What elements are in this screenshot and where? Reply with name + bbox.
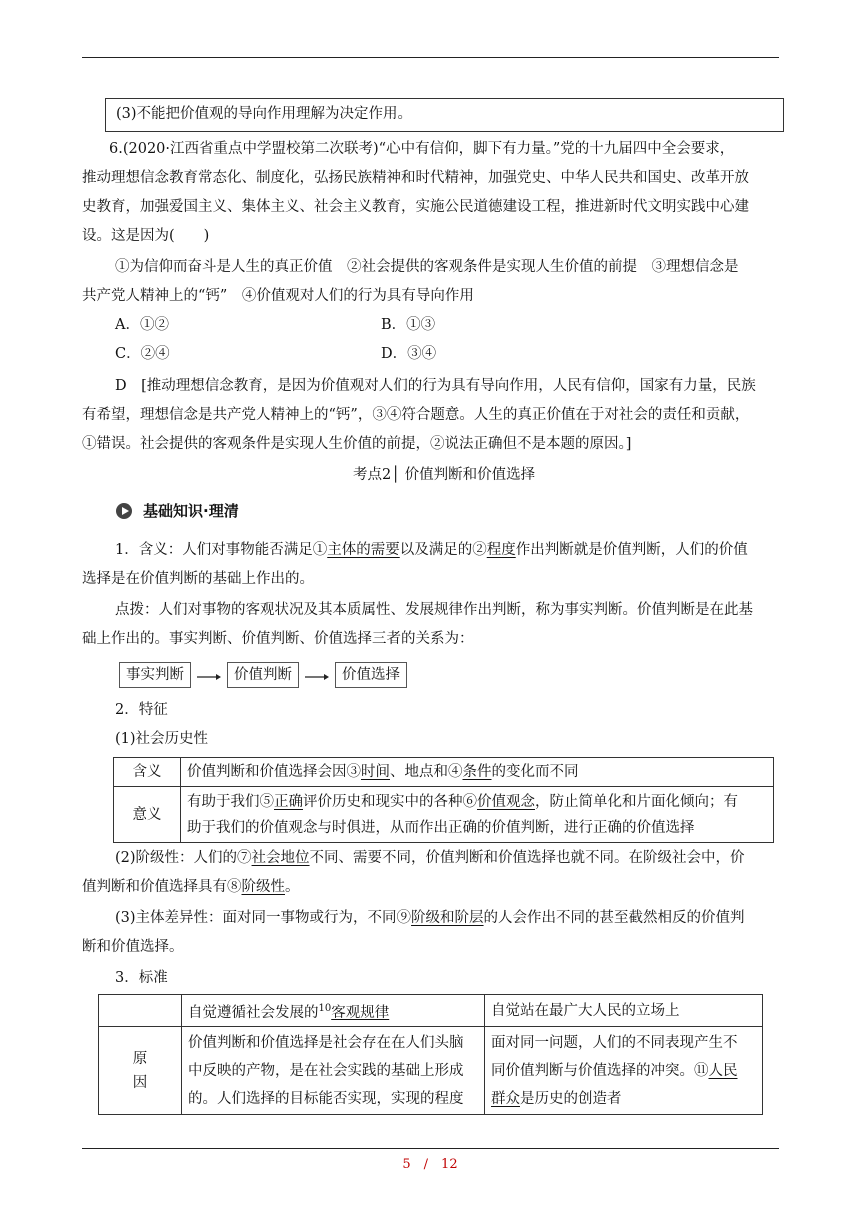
standard-table bbox=[98, 994, 763, 1115]
table-row bbox=[114, 758, 774, 787]
p1-text-c: 作出判断就是价值判断，人们的价值 bbox=[515, 542, 748, 558]
table-cell: 原 因 bbox=[99, 1027, 182, 1115]
blank-9: 阶级和阶层 bbox=[411, 910, 484, 926]
standard-heading: 3．标准 bbox=[115, 970, 168, 986]
blank-1: 主体的需要 bbox=[327, 542, 400, 558]
option-d: D．③④ bbox=[381, 346, 437, 362]
q6-statement-1: ①为信仰而奋斗是人生的真正价值 ②社会提供的客观条件是实现人生价值的前提 ③理想信念是 bbox=[115, 259, 739, 275]
social-history-table bbox=[113, 757, 774, 843]
table-cell: 自觉站在最广大人民的立场上 bbox=[485, 995, 763, 1027]
tip-line-2: 础上作出的。事实判断、价值判断、价值选择三者的关系为： bbox=[82, 631, 474, 647]
flow-box-2: 价值判断 bbox=[227, 662, 299, 688]
p1-text-a: 1．含义：人们对事物能否满足① bbox=[115, 542, 328, 558]
table-row bbox=[114, 787, 774, 843]
table-cell: 自觉遵循社会发展的$^{10}$客观规律 bbox=[182, 995, 485, 1027]
blank-3: 时间 bbox=[361, 764, 390, 780]
table-row bbox=[99, 995, 763, 1027]
p1-line-2: 选择是在价值判断的基础上作出的。 bbox=[82, 571, 314, 587]
table-cell bbox=[99, 995, 182, 1027]
table-cell: 含义 bbox=[114, 758, 181, 787]
relation-flow bbox=[119, 662, 407, 688]
table-cell: 意义 bbox=[114, 787, 181, 843]
blank-10: 客观规律 bbox=[331, 1004, 390, 1021]
p1-line-1 bbox=[115, 540, 748, 560]
table-row bbox=[99, 1027, 763, 1115]
feature-1-heading: (1)社会历史性 bbox=[115, 731, 209, 747]
answer-line-1: D [推动理想信念教育，是因为价值观对人们的行为具有导向作用，人民有信仰，国家有力量，民族 bbox=[115, 378, 756, 394]
arrow-right-icon bbox=[304, 669, 330, 681]
page-number: 5 / 12 bbox=[402, 1157, 458, 1172]
play-circle-icon bbox=[115, 501, 135, 521]
q6-statement-2: 共产党人精神上的“钙” ④价值观对人们的行为具有导向作用 bbox=[82, 288, 474, 304]
answer-line-2: 有希望，理想信念是共产党人精神上的“钙”，③④符合题意。人生的真正价值在于对社会的责任和贡献， bbox=[82, 407, 750, 423]
p1-text-b: 以及满足的② bbox=[399, 542, 487, 558]
tip-line-1: 点拨：人们对事物的客观状况及其本质属性、发展规律作出判断，称为事实判断。价值判断是在此基 bbox=[115, 602, 753, 618]
table-cell: 价值判断和价值选择是社会存在在人们头脑 中反映的产物，是在社会实践的基础上形成 的。人们选择的目标能否实现，实现的程度 bbox=[182, 1027, 485, 1115]
q6-line-2: 推动理想信念教育常态化、制度化，弘扬民族精神和时代精神，加强党史、中华人民共和国史、改革开放 bbox=[82, 170, 749, 186]
option-a: A．①② bbox=[115, 317, 169, 333]
blank-11: 人民 bbox=[708, 1062, 738, 1079]
header-rule bbox=[82, 57, 779, 58]
footer-rule bbox=[82, 1148, 779, 1149]
option-b: B．①③ bbox=[381, 317, 436, 333]
p3-line-2: 断和价值选择。 bbox=[82, 939, 184, 955]
arrow-right-icon bbox=[196, 669, 222, 681]
q6-line-1: 6.(2020·江西省重点中学盟校第二次联考)“心中有信仰，脚下有力量。”党的十九届四中全会要求， bbox=[109, 141, 735, 157]
table-cell: 有助于我们⑤正确评价历史和现实中的各种⑥价值观念，防止简单化和片面化倾向；有 助于我们的价值观念与时俱进，从而作出正确的价值判断，进行正确的价值选择 bbox=[181, 787, 774, 843]
table-cell: 面对同一问题，人们的不同表现产生不 同价值判断与价值选择的冲突。⑪人民 群众是历史的创造者 bbox=[485, 1027, 763, 1115]
option-c: C．②④ bbox=[115, 346, 170, 362]
answer-line-3: ①错误。社会提供的客观条件是实现人生价值的前提，②说法正确但不是本题的原因。] bbox=[82, 436, 632, 452]
q6-line-4: 设。这是因为( ) bbox=[82, 228, 210, 244]
flow-box-3: 价值选择 bbox=[335, 662, 407, 688]
blank-5: 正确 bbox=[274, 793, 303, 810]
feature-heading: 2．特征 bbox=[115, 702, 168, 718]
table-cell: 价值判断和价值选择会因③时间、地点和④条件的变化而不同 bbox=[181, 758, 774, 787]
blank-7: 社会地位 bbox=[251, 850, 310, 866]
p3-line-1: (3)主体差异性：面对同一事物或行为，不同⑨阶级和阶层的人会作出不同的甚至截然相反的价值判 bbox=[115, 910, 745, 926]
p2-line-1: (2)阶级性：人们的⑦社会地位不同、需要不同，价值判断和价值选择也就不同。在阶级社会中，价 bbox=[115, 850, 745, 866]
note-text: (3)不能把价值观的导向作用理解为决定作用。 bbox=[116, 106, 413, 122]
flow-box-1: 事实判断 bbox=[119, 662, 191, 688]
blank-4: 条件 bbox=[462, 764, 492, 780]
kaodian-heading: 考点2│ 价值判断和价值选择 bbox=[353, 467, 536, 483]
blank-6: 价值观念 bbox=[477, 793, 535, 810]
section-title bbox=[115, 500, 239, 521]
section-title-text: 基础知识·理清 bbox=[143, 502, 239, 520]
blank-2: 程度 bbox=[486, 542, 516, 558]
blank-8: 阶级性 bbox=[241, 879, 285, 895]
q6-line-3: 史教育，加强爱国主义、集体主义、社会主义教育，实施公民道德建设工程，推进新时代文明实践中心建 bbox=[82, 199, 749, 215]
p2-line-2: 值判断和价值选择具有⑧阶级性。 bbox=[82, 879, 300, 895]
